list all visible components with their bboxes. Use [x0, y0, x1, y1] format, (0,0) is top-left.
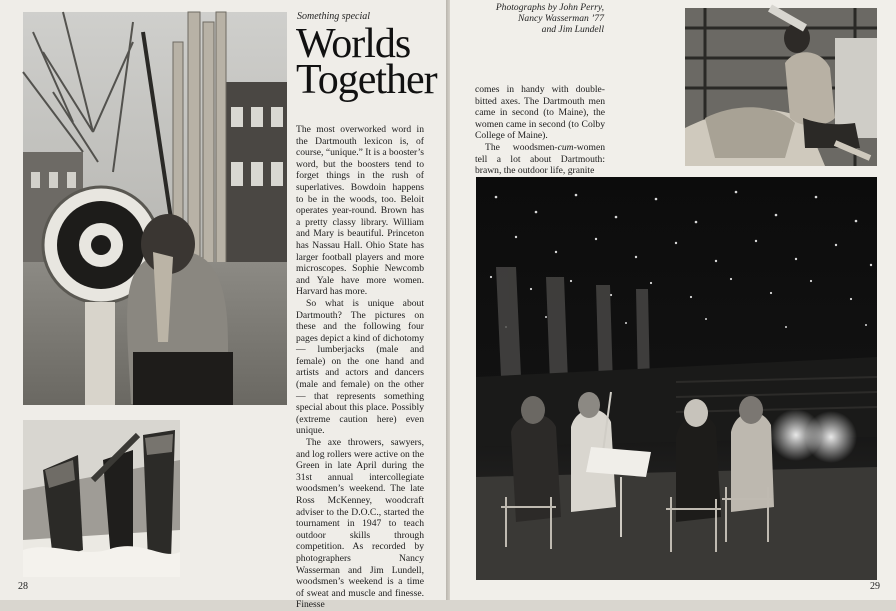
credits-line: Photographs by John Perry, — [495, 2, 604, 13]
headline-line-1: Worlds — [296, 21, 411, 67]
headline — [296, 21, 437, 103]
page-number: 28 — [18, 581, 28, 592]
body-paragraph: So what is unique about Dartmouth? The pictures on these and the following four pages depict a kind of dichotomy — lumberjacks (male and female) on the one hand and artists and actors and dancers (male and female) on the other — that represents something special about this place. Possibly (extreme caution here) even unique. — [296, 297, 424, 437]
left-page — [0, 0, 446, 611]
credits-line: Nancy Wasserman ’77 — [518, 12, 604, 24]
axe-heads-photo — [23, 420, 180, 577]
body-paragraph: The axe throwers, sawyers, and log rollers were active on the Green in late April during the 31st annual intercollegiate woodsmen’s weekend. The late Ross McKenney, woodcraft adviser to the D.O.C., started the tournament in 1947 to teach outdoor skills through competition. As recorded by photographers Nancy Wasserman and Jim Lundell, woodsmen’s weekend is a time of sweat and muscle and finesse. Finesse — [296, 437, 424, 611]
page-number: 29 — [870, 581, 880, 592]
photo-credits — [444, 3, 604, 35]
body-text: The woodsmen- — [485, 141, 558, 153]
body-text-italic: cum — [557, 141, 574, 153]
body-paragraph: comes in handy with double-bitted axes. The Dartmouth men came in second (to Maine), the women came in second (to Colby College of Maine). — [475, 84, 605, 142]
body-text: -women tell a lot about Dartmouth: brawn, the outdoor life, granite — [475, 141, 605, 177]
axe-thrower-photo — [23, 12, 287, 405]
string-quartet-photo — [476, 177, 877, 580]
body-paragraph — [475, 142, 605, 177]
body-paragraph: The most overworked word in the Dartmouth lexicon is, of course, “unique.” It is a booster’s word, but the boosters tend to forget things in the rush of superlatives. Bowdoin happens to be in the woods, too. Beloit operates year-round. Brown has a pretty classy library. William and Mary is beautiful. Princeton has Nassau Hall. Ohio State has larger football players and more microscopes. Sophie Newcomb and Yale have more women. Harvard has more. — [296, 124, 424, 298]
left-body-column — [296, 124, 424, 611]
right-page — [450, 0, 896, 600]
right-body-column — [475, 84, 605, 177]
headline-line-2: Together — [296, 57, 437, 103]
kicker: Something special — [297, 11, 371, 22]
credits-line: and Jim Lundell — [541, 23, 604, 35]
woodcarver-photo — [685, 8, 877, 166]
